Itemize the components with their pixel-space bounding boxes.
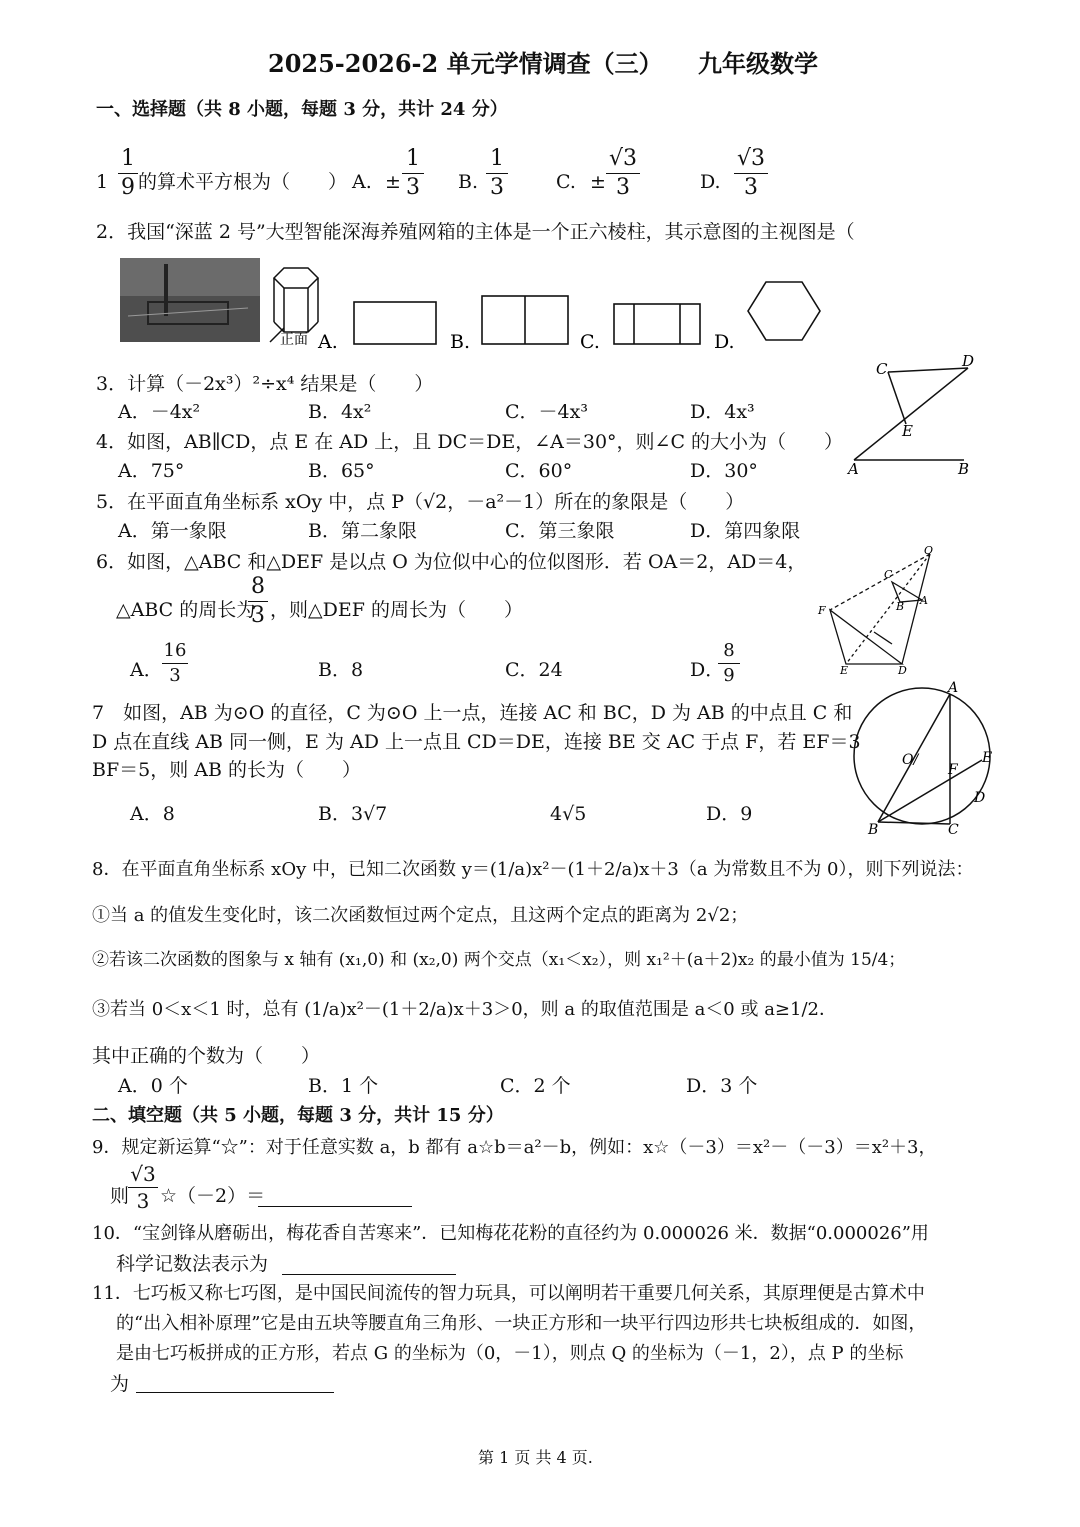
q4-label-a: A xyxy=(848,460,859,478)
q9-pre: 则 xyxy=(110,1185,130,1207)
q6-stem-line2b: ，则△DEF 的周长为（ ） xyxy=(270,599,523,621)
q2-option-b-label: B. xyxy=(450,331,471,352)
q1-optA-den: 3 xyxy=(406,175,420,200)
section2-title: 二、填空题（共 5 小题，每题 3 分，共计 15 分） xyxy=(92,1105,504,1126)
q7-label-e: E xyxy=(982,750,993,766)
q6-option-d-label: D． xyxy=(690,659,725,681)
q2-option-a-label: A. xyxy=(318,331,338,352)
q6-option-a-fraction xyxy=(162,640,188,687)
q4-label-d: D xyxy=(962,352,975,370)
q4-label-b: B xyxy=(958,460,970,478)
q11-line2: 的“出入相补原理”它是由五块等腰直角三角形、一块正方形和一块平行四边形共七块板组成的．如图， xyxy=(116,1313,927,1334)
q7-option-c: 4√5 xyxy=(550,803,587,825)
q7-line2: D 点在直线 AB 同一侧，E 为 AD 上一点且 CD＝DE，连接 BE 交 AC 于点 F，若 EF＝3 xyxy=(92,731,861,753)
q2-figures xyxy=(118,256,838,352)
q8-statement-3: ③若当 0＜x＜1 时，总有 (1/a)x²－(1＋2/a)x＋3＞0，则 a 的取值范围是 a＜0 或 a≥1/2． xyxy=(92,999,837,1020)
q8-option-d: D．3 个 xyxy=(686,1075,758,1097)
q1-option-a-fraction xyxy=(402,146,424,201)
q3-option-b: B．4x² xyxy=(308,401,372,423)
q1-frac-num: 1 xyxy=(121,146,135,171)
q6-optA-den: 3 xyxy=(169,665,181,686)
q6-frac-den: 3 xyxy=(251,603,265,628)
q5-option-a: A．第一象限 xyxy=(118,520,227,542)
q10-line2: 科学记数法表示为 xyxy=(116,1253,269,1275)
q7-label-f: F xyxy=(948,762,958,778)
q6-option-c: C．24 xyxy=(505,659,563,681)
q1-optA-num: 1 xyxy=(406,146,420,171)
q6-option-d-fraction xyxy=(718,640,740,687)
q4-option-a: A．75° xyxy=(118,460,185,482)
q5-option-d: D．第四象限 xyxy=(690,520,801,542)
q8-option-b: B．1 个 xyxy=(308,1075,379,1097)
exam-subject: 九年级数学 xyxy=(698,49,818,78)
q2-front-label: 正面 xyxy=(280,332,308,348)
q9-fraction xyxy=(128,1162,158,1213)
q8-stem: 8．在平面直角坐标系 xOy 中，已知二次函数 y＝(1/a)x²－(1＋2/a)x＋3（a 为常数且不为 0），则下列说法： xyxy=(92,859,974,880)
q7-line1: 7 如图，AB 为⊙O 的直径，C 为⊙O 上一点，连接 AC 和 BC，D 为 AB 的中点且 C 和 xyxy=(92,702,853,724)
q1-option-c-sign: ± xyxy=(590,171,606,193)
q1-option-a-sign: ± xyxy=(385,171,401,193)
q10-answer-blank[interactable] xyxy=(282,1254,456,1275)
q1-stem: 的算术平方根为（ ） xyxy=(138,171,348,193)
q2-option-c-label: C. xyxy=(580,331,600,352)
q1-optB-num: 1 xyxy=(490,146,504,171)
q1-option-d-fraction xyxy=(734,146,768,201)
q1-option-c-label: C. xyxy=(556,171,576,193)
q9-frac-den: 3 xyxy=(136,1189,150,1213)
q6-optD-num: 8 xyxy=(723,640,735,661)
q4-label-e: E xyxy=(902,422,913,440)
q1-option-d-label: D. xyxy=(700,171,721,193)
q4-option-d: D．30° xyxy=(690,460,758,482)
q8-statement-2: ②若该二次函数的图象与 x 轴有 (x₁,0) 和 (x₂,0) 两个交点（x₁＜x₂），则 x₁²＋(a＋2)x₂ 的最小值为 15/4； xyxy=(92,950,906,970)
q1-optC-den: 3 xyxy=(616,175,630,200)
q7-option-d: D．9 xyxy=(706,803,753,825)
q8-ask: 其中正确的个数为（ ） xyxy=(92,1045,321,1067)
q2-option-c-shape xyxy=(614,304,700,344)
q2-option-a-shape xyxy=(354,302,436,344)
q6-optA-num: 16 xyxy=(163,640,187,661)
q1-optC-num: √3 xyxy=(608,146,637,171)
q9-post: ☆（－2）＝ xyxy=(160,1185,266,1207)
q6-label-a: A xyxy=(920,594,928,607)
q6-option-a-label: A． xyxy=(130,659,163,681)
q6-label-e: E xyxy=(840,664,849,676)
q3-option-d: D．4x³ xyxy=(690,401,755,423)
q2-option-d-label: D. xyxy=(714,331,735,352)
q6-stem-line1: 6．如图，△ABC 和△DEF 是以点 O 为位似中心的位似图形．若 OA＝2，AD＝4， xyxy=(96,551,807,573)
q6-label-d: D xyxy=(898,664,907,676)
q8-statement-1: ①当 a 的值发生变化时，该二次函数恒过两个定点，且这两个定点的距离为 2√2； xyxy=(92,905,749,926)
q6-figure xyxy=(812,544,942,676)
q6-label-c: C xyxy=(884,568,893,581)
q7-option-b: B．3√7 xyxy=(318,803,388,825)
q2-option-b-shape xyxy=(482,296,568,344)
q11-line1: 11．七巧板又称七巧图，是中国民间流传的智力玩具，可以阐明若干重要几何关系，其原理便是古算术中 xyxy=(92,1283,925,1304)
q1-optD-den: 3 xyxy=(744,175,758,200)
q3-option-a: A．－4x² xyxy=(118,401,201,423)
q2-hexagonal-prism xyxy=(270,268,318,342)
q6-frac-num: 8 xyxy=(251,574,265,599)
q1-number: 1 xyxy=(96,171,109,193)
q1-optB-den: 3 xyxy=(490,175,504,200)
q7-label-o: O/ xyxy=(902,752,919,768)
q4-option-c: C．60° xyxy=(505,460,573,482)
q4-option-b: B．65° xyxy=(308,460,375,482)
q5-option-c: C．第三象限 xyxy=(505,520,615,542)
q6-label-b: B xyxy=(896,600,905,613)
q7-label-b: B xyxy=(868,822,879,838)
page-footer: 第 1 页 共 4 页. xyxy=(478,1448,593,1467)
q6-option-b: B．8 xyxy=(318,659,364,681)
q1-stem-fraction xyxy=(118,146,138,201)
q1-option-b-fraction xyxy=(486,146,508,201)
q7-figure xyxy=(842,680,1002,840)
q4-figure xyxy=(840,352,980,482)
q1-option-b-label: B. xyxy=(458,171,479,193)
q9-line1: 9．规定新运算“☆”：对于任意实数 a，b 都有 a☆b＝a²－b，例如：x☆（－3）＝x²－（－3）＝x²＋3， xyxy=(92,1137,937,1158)
q7-option-a: A．8 xyxy=(130,803,175,825)
q6-label-f: F xyxy=(818,604,826,617)
q9-frac-num: √3 xyxy=(130,1162,156,1186)
section1-title: 一、选择题（共 8 小题，每题 3 分，共计 24 分） xyxy=(96,99,508,120)
q7-label-d: D xyxy=(974,790,986,806)
q6-stem-fraction xyxy=(248,574,268,629)
q1-optD-num: √3 xyxy=(736,146,765,171)
q6-stem-line2a: △ABC 的周长为 xyxy=(116,599,256,621)
q9-answer-blank[interactable] xyxy=(258,1186,412,1207)
q1-frac-den: 9 xyxy=(121,175,135,200)
q6-optD-den: 9 xyxy=(723,665,735,686)
exam-title: 2025-2026-2 单元学情调查（三） xyxy=(268,49,663,78)
q4-stem: 4．如图，AB∥CD，点 E 在 AD 上，且 DC＝DE，∠A＝30°，则∠C 的大小为（ ） xyxy=(96,431,844,453)
q7-label-a: A xyxy=(948,680,959,696)
q11-line4: 为 xyxy=(110,1373,130,1395)
q2-stem: 2．我国“深蓝 2 号”大型智能深海养殖网箱的主体是一个正六棱柱，其示意图的主视图是（ xyxy=(96,221,855,243)
q8-option-c: C．2 个 xyxy=(500,1075,571,1097)
q1-option-a-label: A. xyxy=(352,171,372,193)
q1-option-c-fraction xyxy=(606,146,640,201)
q5-option-b: B．第二象限 xyxy=(308,520,417,542)
q4-label-c: C xyxy=(876,360,888,378)
q11-line3: 是由七巧板拼成的正方形，若点 G 的坐标为（0，－1），则点 Q 的坐标为（－1，2），点 P 的坐标 xyxy=(116,1343,904,1364)
q3-stem: 3．计算（－2x³）²÷x⁴ 结果是（ ） xyxy=(96,373,434,395)
q5-stem: 5．在平面直角坐标系 xOy 中，点 P（√2，－a²－1）所在的象限是（ ） xyxy=(96,491,745,513)
q7-line3: BF＝5，则 AB 的长为（ ） xyxy=(92,759,361,781)
q6-label-o: O xyxy=(924,544,934,557)
q3-option-c: C．－4x³ xyxy=(505,401,588,423)
q7-label-c: C xyxy=(948,822,959,838)
q11-answer-blank[interactable] xyxy=(136,1372,334,1393)
q8-option-a: A．0 个 xyxy=(118,1075,188,1097)
q2-option-d-shape xyxy=(748,282,820,340)
q10-line1: 10．“宝剑锋从磨砺出，梅花香自苦寒来”．已知梅花花粉的直径约为 0.000026 米．数据“0.000026”用 xyxy=(92,1223,929,1244)
